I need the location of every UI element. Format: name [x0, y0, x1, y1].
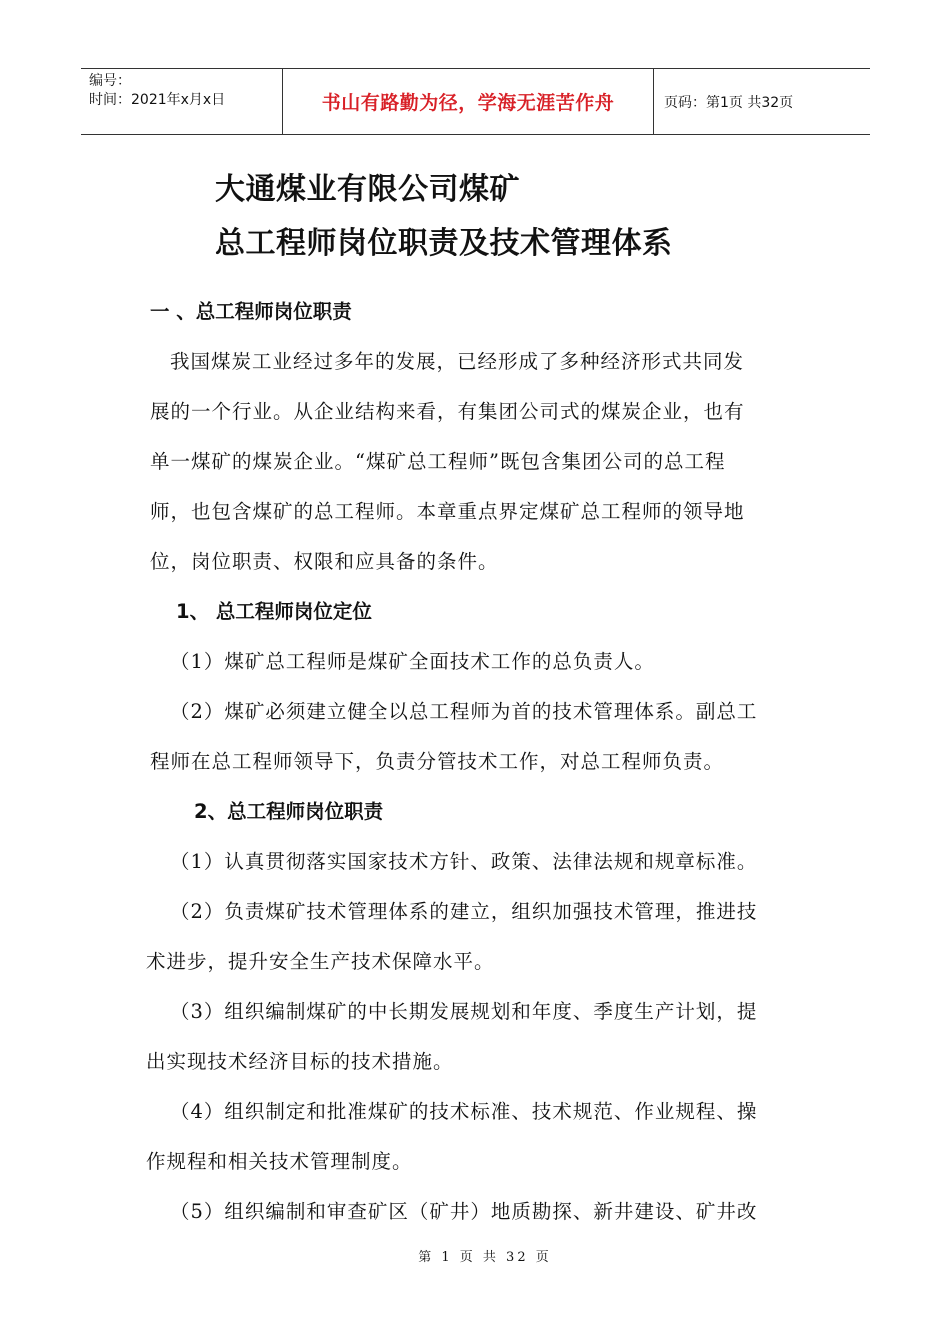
intro-line: 单一煤矿的煤炭企业。“煤矿总工程师”既包含集团公司的总工程: [150, 450, 726, 473]
subsection-2-heading: 2、总工程师岗位职责: [194, 800, 384, 823]
body-line: （5）组织编制和审查矿区（矿井）地质勘探、新井建设、矿井改: [170, 1200, 758, 1223]
title-line-2: 总工程师岗位职责及技术管理体系: [215, 226, 673, 261]
body-line: 程师在总工程师领导下，负责分管技术工作，对总工程师负责。: [150, 750, 725, 773]
header-meta: [81, 69, 282, 134]
page-footer: 第 1 页 共 32 页: [418, 1250, 552, 1265]
body-line: （1）煤矿总工程师是煤矿全面技术工作的总负责人。: [170, 650, 655, 673]
subsection-1-heading: 1、 总工程师岗位定位: [176, 600, 372, 623]
motto-text: 书山有路勤为径，学海无涯苦作舟: [321, 92, 615, 114]
body-line: 出实现技术经济目标的技术措施。: [146, 1050, 454, 1073]
body-line: 作规程和相关技术管理制度。: [146, 1150, 413, 1173]
number-label: 编号：: [89, 73, 131, 89]
section-1-heading: 一 、总工程师岗位职责: [150, 300, 352, 323]
header-page-info: [654, 69, 870, 134]
body-line: （4）组织制定和批准煤矿的技术标准、技术规范、作业规程、操: [170, 1100, 758, 1123]
document-header: [81, 68, 870, 135]
intro-line: 位，岗位职责、权限和应具备的条件。: [150, 550, 499, 573]
header-motto-cell: [282, 69, 654, 134]
intro-line: 我国煤炭工业经过多年的发展，已经形成了多种经济形式共同发: [170, 350, 745, 373]
body-line: （2）负责煤矿技术管理体系的建立，组织加强技术管理，推进技: [170, 900, 758, 923]
body-line: （3）组织编制煤矿的中长期发展规划和年度、季度生产计划，提: [170, 1000, 758, 1023]
intro-line: 师，也包含煤矿的总工程师。本章重点界定煤矿总工程师的领导地: [150, 500, 745, 523]
body-line: 术进步，提升安全生产技术保障水平。: [146, 950, 495, 973]
body-line: （1）认真贯彻落实国家技术方针、政策、法律法规和规章标准。: [170, 850, 758, 873]
page-info-text: 页码：第1页 共32页: [664, 94, 794, 111]
time-label: 时间：2021年x月x日: [89, 92, 226, 108]
intro-line: 展的一个行业。从企业结构来看，有集团公司式的煤炭企业，也有: [150, 400, 745, 423]
body-line: （2）煤矿必须建立健全以总工程师为首的技术管理体系。副总工: [170, 700, 758, 723]
title-line-1: 大通煤业有限公司煤矿: [215, 172, 520, 207]
